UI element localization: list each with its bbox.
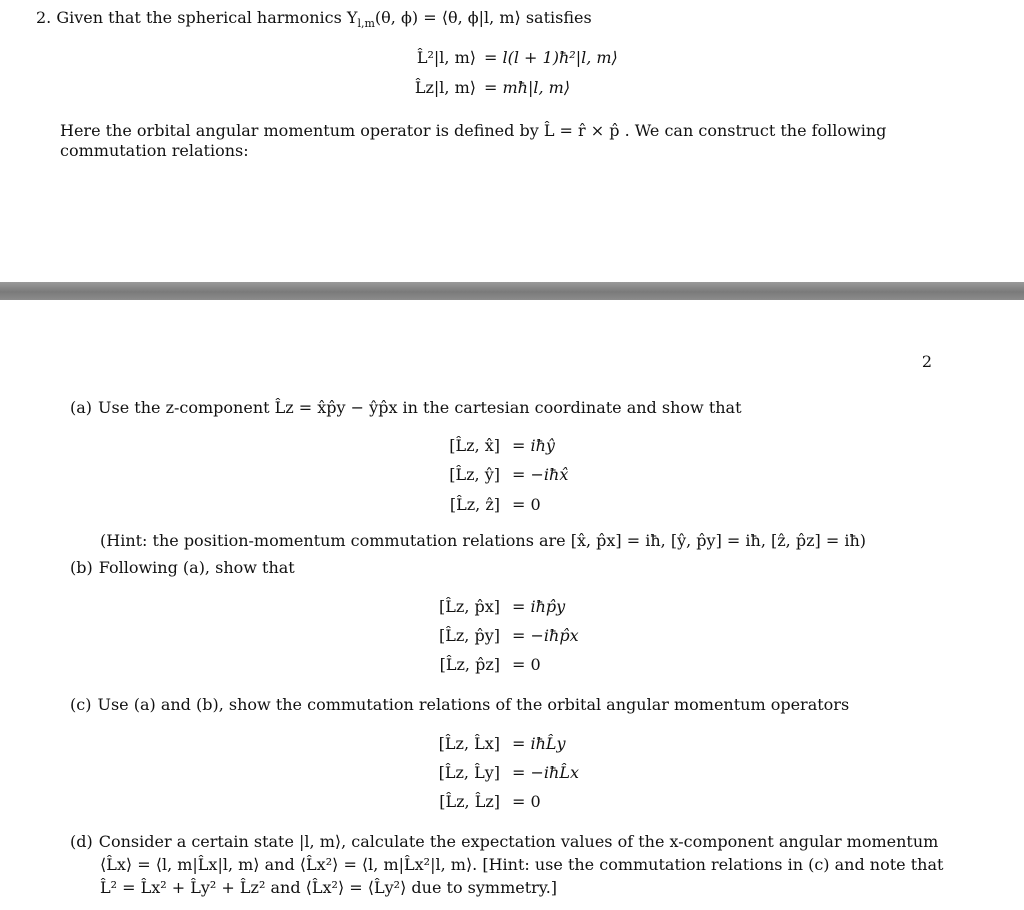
part-d-line-1: Consider a certain state |l, m⟩, calculate the expectation values of the x-component angular momentum	[98, 832, 939, 851]
page-separator	[0, 282, 1024, 300]
part-d-statement	[70, 832, 938, 852]
equation-rhs: = −iħp̂x	[512, 626, 579, 645]
part-a-label: (a)	[70, 398, 93, 417]
part-c-equation	[0, 763, 1024, 783]
part-c-statement	[70, 695, 849, 715]
equation-rhs: = −iħx̂	[512, 465, 569, 484]
problem-number: 2.	[36, 8, 52, 27]
equation-rhs: = 0	[512, 792, 541, 811]
part-a-statement	[70, 398, 742, 418]
equation-rhs: = iħp̂y	[512, 597, 566, 616]
part-b-text: Following (a), show that	[98, 558, 295, 577]
problem-intro	[36, 8, 592, 34]
equation-lz	[0, 78, 1024, 98]
equation-rhs: = iħŷ	[512, 436, 555, 455]
equation-lhs: L̂z|l, m⟩	[414, 78, 476, 97]
equation-lhs: [L̂z, p̂z]	[439, 655, 500, 674]
intro-rest: (θ, ϕ) = ⟨θ, ϕ|l, m⟩ satisfies	[374, 8, 592, 27]
part-c-equation	[0, 792, 1024, 812]
part-a-hint: (Hint: the position-momentum commutation relations are [x̂, p̂x] = iħ, [ŷ, p̂y] = iħ, [ẑ, p̂z] = iħ)	[100, 531, 866, 550]
equation-rhs: = l(l + 1)ħ²|l, m⟩	[484, 48, 618, 67]
page-bottom	[0, 300, 1024, 910]
intro-text: Given that the spherical harmonics Y	[56, 8, 358, 27]
part-c-text: Use (a) and (b), show the commutation relations of the orbital angular momentum operators	[97, 695, 850, 714]
equation-lhs: [L̂z, L̂z]	[439, 792, 500, 811]
equation-rhs: = −iħL̂x	[512, 763, 579, 782]
page-top	[0, 0, 1024, 282]
part-b-equation	[0, 655, 1024, 675]
equation-rhs: = 0	[512, 495, 541, 514]
equation-lhs: [L̂z, x̂]	[449, 436, 500, 455]
part-b-statement	[70, 558, 295, 578]
part-b-equation	[0, 626, 1024, 646]
equation-lhs: [L̂z, ŷ]	[449, 465, 500, 484]
equation-lhs: [L̂z, ẑ]	[449, 495, 500, 514]
part-c-label: (c)	[70, 695, 92, 714]
equation-lhs: L̂²|l, m⟩	[416, 48, 476, 67]
equation-lhs: [L̂z, p̂x]	[439, 597, 500, 616]
part-d-line-3: L̂² = L̂x² + L̂y² + L̂z² and ⟨L̂x²⟩ = ⟨L̂y²⟩ due to symmetry.]	[100, 878, 558, 897]
definition-line-2: commutation relations:	[60, 141, 249, 160]
part-b-label: (b)	[70, 558, 93, 577]
intro-subscript: l,m	[357, 17, 375, 31]
equation-rhs: = mħ|l, m⟩	[484, 78, 571, 97]
page-number: 2	[921, 352, 932, 371]
definition-line-1: Here the orbital angular momentum operator is defined by L̂ = r̂ × p̂ . We can construct the following	[60, 121, 887, 140]
part-d-line-2: ⟨L̂x⟩ = ⟨l, m|L̂x|l, m⟩ and ⟨L̂x²⟩ = ⟨l, m|L̂x²|l, m⟩. [Hint: use the commutation relations in (c) and note that	[100, 855, 944, 874]
equation-lhs: [L̂z, p̂y]	[439, 626, 500, 645]
part-b-equation	[0, 597, 1024, 617]
part-a-equation	[0, 465, 1024, 485]
part-a-equation	[0, 495, 1024, 515]
part-c-equation	[0, 734, 1024, 754]
part-a-equation	[0, 436, 1024, 456]
equation-lhs: [L̂z, L̂x]	[438, 734, 500, 753]
part-d-label: (d)	[70, 832, 93, 851]
equation-rhs: = iħL̂y	[512, 734, 566, 753]
part-a-text: Use the z-component L̂z = x̂p̂y − ŷp̂x in the cartesian coordinate and show that	[98, 398, 742, 417]
equation-rhs: = 0	[512, 655, 541, 674]
equation-lhs: [L̂z, L̂y]	[438, 763, 500, 782]
equation-l-squared	[0, 48, 1024, 68]
